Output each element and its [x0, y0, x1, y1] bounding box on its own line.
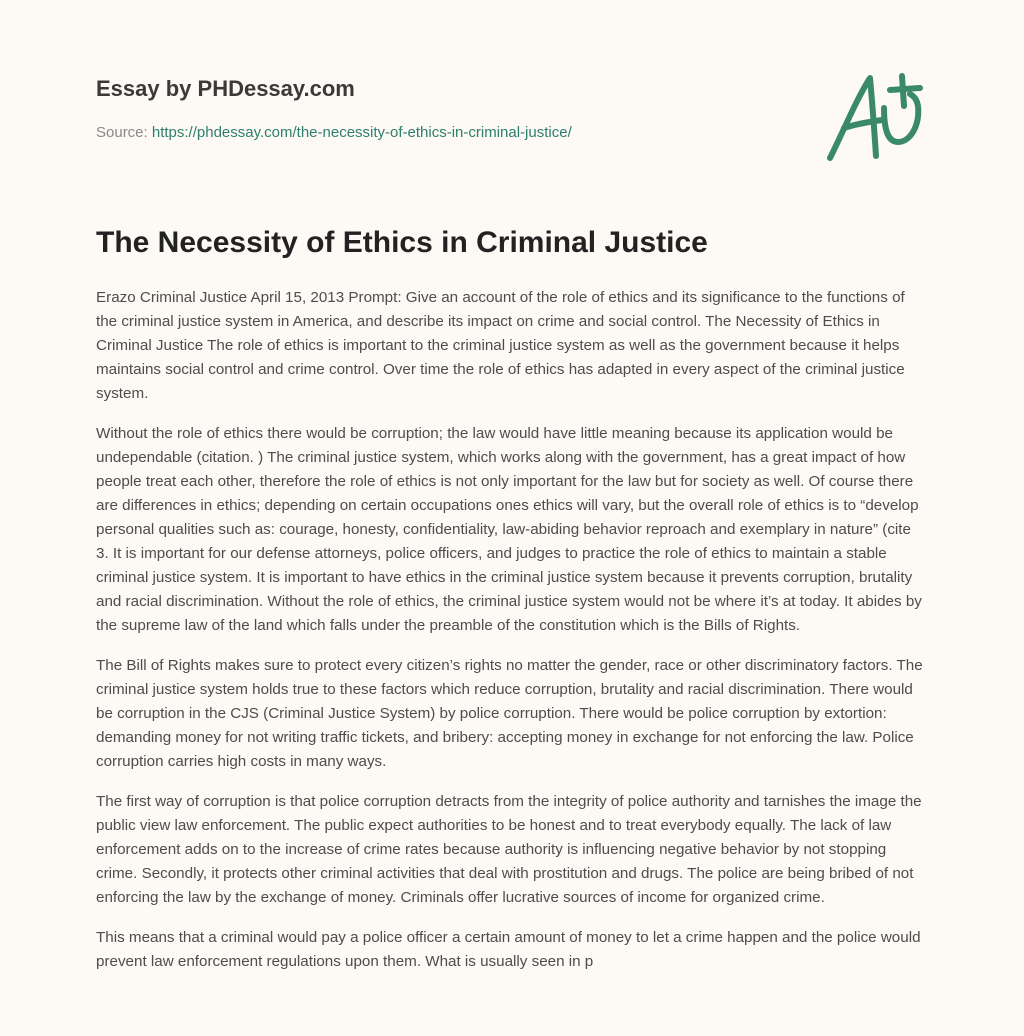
essay-body	[96, 286, 926, 990]
essay-paragraph: This means that a criminal would pay a police officer a certain amount of money to let a crime happen and the police would prevent law enforcement regulations upon them. What is usually seen in p	[96, 929, 921, 970]
essay-paragraph: The first way of corruption is that police corruption detracts from the integrity of police authority and tarnishes the image the public view law enforcement. The public expect authorities to be honest and to treat everybody equally. The lack of law enforcement adds on to the increase of crime rates because authority is influencing negative behavior by not stopping crime. Secondly, it protects other criminal activities that deal with prostitution and drugs. The police are being bribed of not enforcing the law by the exchange of money. Criminals offer lucrative sources of income for organized crime.	[96, 793, 922, 906]
source-label: Source:	[96, 124, 148, 141]
site-title: Essay by PHDessay.com	[96, 76, 355, 101]
essay-paragraph: Without the role of ethics there would be corruption; the law would have little meaning because its application would be undependable (citation. ) The criminal justice system, which works along with the government, has a great impact of how people treat each other, therefore the role of ethics is not only important for the law but for society as well. Of course there are differences in ethics; depending on certain occupations ones ethics will vary, but the overall role of ethics is to “develop personal qualities such as: courage, honesty, confidentiality, law-abiding behavior reproach and exemplary in nature” (cite 3. It is important for our defense attorneys, police officers, and judges to practice the role of ethics to maintain a stable criminal justice system. It is important to have ethics in the criminal justice system because it prevents corruption, brutality and racial discrimination. Without the role of ethics, the criminal justice system would not be where it’s at today. It abides by the supreme law of the land which falls under the preamble of the constitution which is the Bills of Rights.	[96, 425, 922, 634]
a-plus-logo-icon	[826, 70, 930, 166]
essay-paragraph: The Bill of Rights makes sure to protect every citizen’s rights no matter the gender, race or other discriminatory factors. The criminal justice system holds true to these factors which reduce corruption, brutality and racial discrimination. There would be corruption in the CJS (Criminal Justice System) by police corruption. There would be police corruption by extortion: demanding money for not writing traffic tickets, and bribery: accepting money in exchange for not enforcing the law. Police corruption carries high costs in many ways.	[96, 657, 923, 770]
essay-title: The Necessity of Ethics in Criminal Justice	[96, 226, 708, 259]
source-link[interactable]: https://phdessay.com/the-necessity-of-ethics-in-criminal-justice/	[151, 124, 572, 141]
source-line	[96, 124, 572, 141]
essay-paragraph: Erazo Criminal Justice April 15, 2013 Prompt: Give an account of the role of ethics and its significance to the functions of the criminal justice system in America, and describe its impact on crime and social control. The Necessity of Ethics in Criminal Justice The role of ethics is important to the criminal justice system as well as the government because it helps maintains social control and crime control. Over time the role of ethics has adapted in every aspect of the criminal justice system.	[96, 289, 905, 402]
